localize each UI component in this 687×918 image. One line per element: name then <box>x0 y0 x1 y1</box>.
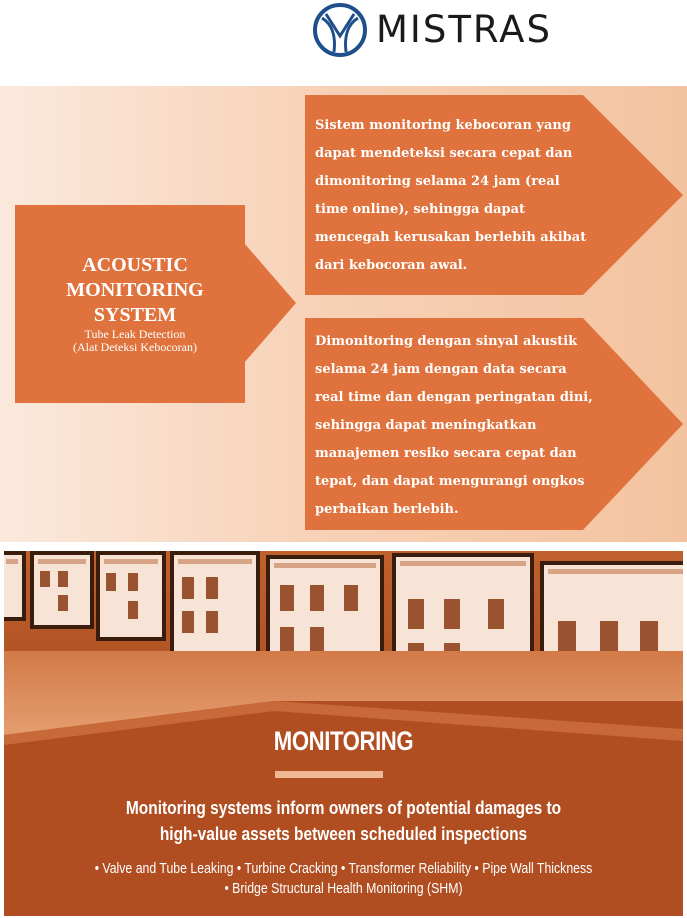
screen-header <box>274 563 376 568</box>
screen-chart <box>128 601 138 619</box>
screen-chart <box>408 599 424 629</box>
screen-header <box>548 569 683 574</box>
acoustic-text <box>15 253 255 354</box>
screen-chart <box>280 627 294 653</box>
screen-header <box>6 559 18 564</box>
monitor-screen <box>170 551 260 661</box>
box1-line: dapat mendeteksi secara cepat dan <box>315 146 573 161</box>
box1-line: dari kebocoran awal. <box>315 258 468 273</box>
description-text-1 <box>315 112 625 280</box>
box1-line: mencegah kerusakan berlebih akibat <box>315 230 587 245</box>
screen-chart <box>444 599 460 629</box>
screen-chart <box>640 621 658 655</box>
box2-line: tepat, dan dapat mengurangi ongkos <box>315 474 585 489</box>
monitoring-desc-line: Monitoring systems inform owners of potential damages to <box>125 798 562 818</box>
screen-chart <box>344 585 358 611</box>
box2-line: sehingga dapat meningkatkan <box>315 418 537 433</box>
screen-header <box>400 561 526 566</box>
description-box-2 <box>305 318 683 530</box>
screen-header <box>178 559 252 564</box>
box2-line: perbaikan berlebih. <box>315 502 459 517</box>
brand-name: MISTRAS <box>376 8 552 51</box>
acoustic-title-1: ACOUSTIC <box>82 254 188 276</box>
acoustic-subtitle-2: (Alat Deteksi Kebocoran) <box>73 340 197 354</box>
box1-line: time online), sehingga dapat <box>315 202 526 217</box>
acoustic-title-2: MONITORING <box>66 279 204 301</box>
box2-line: Dimonitoring dengan sinyal akustik <box>315 334 578 349</box>
screen-chart <box>558 621 576 655</box>
screen-chart <box>488 599 504 629</box>
monitoring-list-line: • Valve and Tube Leaking • Turbine Cracking • Transformer Reliability • Pipe Wall Thickness <box>94 860 593 877</box>
box1-line: Sistem monitoring kebocoran yang <box>315 118 571 133</box>
monitor-screen <box>4 551 26 621</box>
description-text-2 <box>315 328 625 524</box>
monitoring-desc-line: high-value assets between scheduled inspections <box>159 824 528 844</box>
screen-chart <box>40 571 50 587</box>
mistras-globe-icon <box>312 2 368 58</box>
screen-chart <box>58 595 68 611</box>
acoustic-subtitle-1: Tube Leak Detection <box>84 327 186 341</box>
box2-line: manajemen resiko secara cepat dan <box>315 446 577 461</box>
screen-chart <box>182 611 194 633</box>
screen-chart <box>206 611 218 633</box>
screen-chart <box>128 573 138 591</box>
description-box-1 <box>305 95 683 295</box>
monitor-screen <box>30 551 94 629</box>
monitoring-title: MONITORING <box>273 726 414 756</box>
box2-line: selama 24 jam dengan data secara <box>315 362 567 377</box>
screen-chart <box>310 585 324 611</box>
screen-chart <box>310 627 324 653</box>
mistras-logo <box>312 2 602 58</box>
acoustic-title-3: SYSTEM <box>93 304 177 326</box>
screen-header <box>104 559 158 564</box>
monitoring-banner <box>4 551 683 916</box>
screen-chart <box>206 577 218 599</box>
box2-line: real time dan dengan peringatan dini, <box>315 390 593 405</box>
monitoring-description <box>52 795 636 847</box>
screen-chart <box>106 573 116 591</box>
monitoring-list <box>65 859 622 899</box>
box1-line: dimonitoring selama 24 jam (real <box>315 174 560 189</box>
monitoring-divider <box>275 771 383 778</box>
screen-chart <box>182 577 194 599</box>
screen-chart <box>600 621 618 655</box>
monitor-screen <box>96 551 166 641</box>
screen-chart <box>280 585 294 611</box>
screen-chart <box>58 571 68 587</box>
monitoring-list-line: • Bridge Structural Health Monitoring (SHM) <box>224 880 463 897</box>
screen-header <box>38 559 86 564</box>
